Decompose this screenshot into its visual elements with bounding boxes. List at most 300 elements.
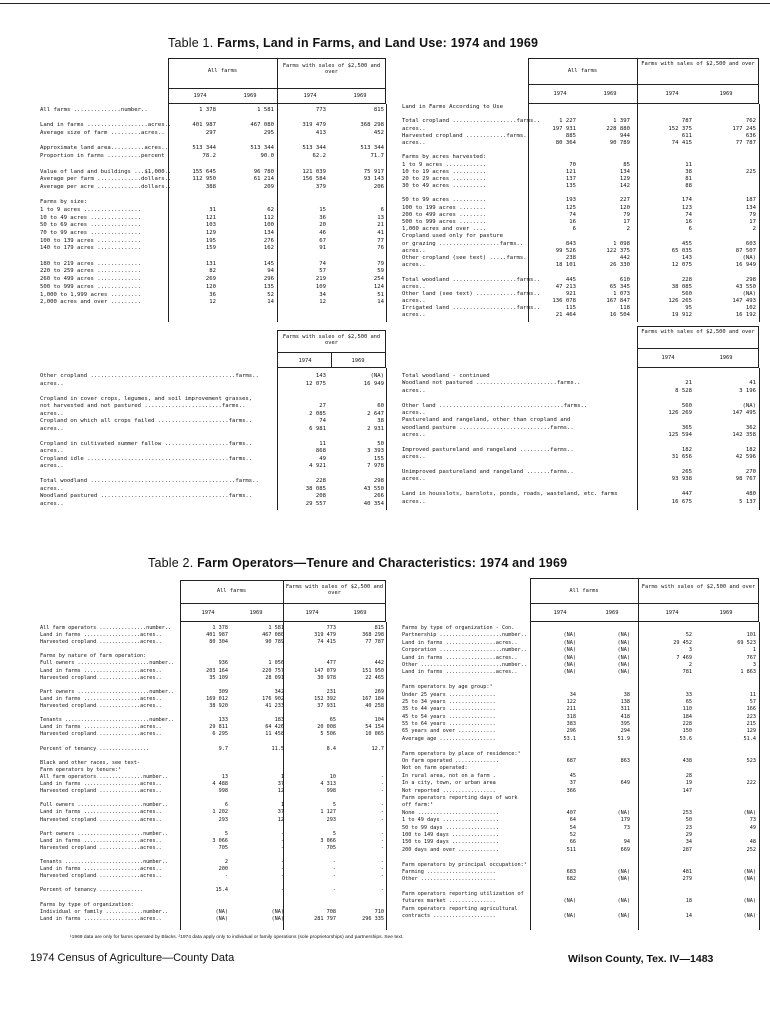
cell-value: 203 164 [206,667,228,674]
hdr-1974: 1974 [553,91,567,97]
row-label: 100 to 149 days ............... [402,831,499,838]
cell-value: 4 488 [212,781,228,788]
hdr-divider [283,580,284,622]
cell-value: 51 [377,291,384,298]
cell-value: 54 [569,824,576,831]
hdr-rule [530,603,759,604]
cell-value: 182 [681,446,692,453]
hdr-rule [168,88,386,89]
cell-value: 9.7 [218,745,228,752]
cell-value: 34 [685,839,692,846]
cell-value: - [380,816,384,823]
row-label: Farms by type of organization - Con. [402,625,515,631]
cell-value: 41 233 [265,703,284,710]
cell-value: 103 [205,222,216,229]
cell-value: 74 [685,211,692,218]
row-label: Land in farms ..................acres.. [40,809,162,816]
row-label: Harvested cropland .............acres.. [40,703,162,710]
cell-value: 319 479 [302,122,326,129]
cell-value: 129 [619,175,630,182]
hdr-1974: 1974 [303,93,317,99]
cell-value: (NA) [563,654,576,661]
cell-value: 147 493 [732,298,756,305]
cell-value: 442 [374,660,384,667]
cell-value: 511 [566,846,576,853]
hdr-1969: 1969 [353,610,367,616]
row-label: 25 to 34 years ............... [402,698,496,705]
cell-value: 252 [746,846,756,853]
cell-value: 1 397 [613,118,630,125]
cell-value: 311 [620,706,630,713]
table-row [40,300,385,308]
row-label: acres.. [40,463,64,469]
cell-value: 219 [315,276,326,283]
row-label: Full owners .......................number.. [40,660,175,667]
cell-value: 21 464 [555,312,576,319]
cell-value: - [332,873,336,880]
cell-value: 45 [569,772,576,779]
cell-value: 12 [209,299,216,306]
cell-value: 87 507 [735,247,756,254]
cell-value: 265 [681,469,692,476]
row-label: On farm operated .............. [402,758,499,765]
table-row [402,737,760,744]
cell-value: - [280,887,284,894]
cell-value: 16 [569,219,576,225]
cell-value: 11 [319,440,326,447]
cell-value: 176 902 [262,695,284,702]
cell-value: - [380,844,384,851]
row-label: Part owners .....................number.. [40,830,169,837]
cell-value: 152 392 [314,695,336,702]
cell-value: 65 [685,698,692,705]
cell-value: 47 213 [555,283,576,290]
table-row [40,193,385,201]
cell-value: 150 [682,728,692,735]
cell-value: 61 214 [253,176,274,183]
cell-value: 142 358 [732,432,756,439]
cell-value: 100 [263,222,274,229]
cell-value: 156 584 [302,176,326,183]
row-label: 140 to 179 acres ............. [40,245,142,252]
cell-value: 93 938 [671,476,692,483]
cell-value: 38 085 [671,283,692,290]
cell-value: 80 304 [209,639,228,646]
cell-value: 21 [377,222,384,229]
cell-value: 182 [745,446,756,453]
row-label: Percent of tenancy .............. [40,887,144,894]
row-label: 150 to 199 days ............... [402,839,499,846]
cell-value: 6 [380,206,384,213]
cell-value: 112 950 [192,176,216,183]
cell-value: 383 [566,721,576,728]
row-label: acres.. [402,247,426,254]
cell-value: 14 [377,299,384,306]
cell-value: 452 [373,130,384,137]
cell-value: 228 880 [606,125,630,132]
row-label: Percent of tenancy ................ [40,745,150,752]
cell-value: 379 [315,183,326,190]
row-label: Land in farms ..................acres.. [40,122,172,129]
row-label: 1,000 to 1,999 acres ......... [40,291,142,298]
cell-value: (NA) [617,913,630,920]
cell-value: 22 465 [365,674,384,681]
table-row [40,502,385,510]
row-label: Cropland used only for pasture [402,233,504,240]
cell-value: 77 [377,237,384,244]
row-label: 200 days and over ............. [402,846,499,853]
cell-value: 269 [374,688,384,695]
hdr-1969: 1969 [603,91,617,97]
cell-value: 109 [315,283,326,290]
cell-value: 187 [745,197,756,204]
table-row [402,470,760,477]
row-label: Full owners .....................number.. [40,802,169,809]
row-label: Other cropland ...........................................farms.. [40,373,259,379]
cell-value: 174 [681,197,692,204]
cell-value: 38 [685,168,692,175]
cell-value: 13 [377,214,384,221]
cell-value: 90.0 [260,153,274,160]
table-row [40,888,386,895]
cell-value: 944 [619,132,630,139]
cell-value: 73 [749,817,756,824]
cell-value: 73 [623,824,630,831]
cell-value: 184 [682,713,692,720]
cell-value: 442 [619,254,630,261]
hdr-1974: 1974 [661,355,675,361]
cell-value: - [380,859,384,866]
cell-value: 270 [745,469,756,476]
cell-value: 193 [565,197,576,204]
row-label: acres.. [402,298,426,305]
table-row [40,427,385,435]
cell-value: 17 [749,219,756,225]
row-label: Under 25 years ............... [402,691,496,698]
cell-value: 2 [752,226,756,233]
cell-value: 13 [221,773,228,780]
cell-value: 104 [374,717,384,724]
cell-value: 3 066 [320,837,336,844]
table-row [402,381,760,388]
cell-value: 208 [315,493,326,499]
table-row [402,914,760,921]
cell-value: 30 978 [317,674,336,681]
cell-value: 23 [685,824,692,831]
cell-value: 134 [263,230,274,236]
table-row [402,455,760,462]
cell-value: 152 375 [668,125,692,132]
cell-value: - [380,866,384,873]
cell-value: 708 [326,908,336,915]
table-row [402,877,760,884]
cell-value: 125 594 [668,432,692,439]
cell-value: 135 [263,283,274,290]
cell-value: 121 [565,168,576,175]
row-label: Total woodland ...........................................farms.. [40,478,259,484]
cell-value: 296 [566,728,576,735]
table-row [40,442,385,450]
cell-value: 225 [745,168,756,175]
cell-value: 138 [620,698,630,705]
cell-value: 513 344 [250,145,274,152]
row-label: off farm:¹ [402,802,434,809]
row-label: acres.. [402,283,426,290]
cell-value: 71.7 [370,153,384,160]
row-label: Land in farms ..................acres.. [40,866,162,873]
row-label: Farm operators by age group:¹ [402,684,493,691]
hdr-1969: 1969 [719,610,733,616]
row-label: acres.. [402,125,426,132]
table-row [40,382,385,390]
cell-value: 2 085 [309,410,326,417]
cell-value: (NA) [563,669,576,676]
cell-value: 26 330 [609,262,630,269]
table-row [402,242,760,249]
cell-value: 155 645 [192,168,216,175]
hdr-all-farms: All farms [569,588,599,594]
cell-value: 38 920 [209,703,228,710]
cell-value: 37 [277,809,284,816]
row-label: Part owners .......................number.. [40,688,175,695]
row-label: Farms by size: [40,199,88,206]
row-label: 30 to 49 acres .......... [402,183,487,190]
row-label: Farm operators by tenure:¹ [40,766,122,773]
row-label: All farm operators ..............number.. [40,773,169,780]
hdr-1974: 1974 [553,610,567,616]
row-label: Farm operators reporting agricultural [402,905,518,912]
cell-value: 43 550 [363,485,384,492]
cell-value: 69 523 [737,639,756,646]
cell-value: 669 [620,846,630,853]
cell-value: 135 [565,183,576,190]
cell-value: 4 313 [320,781,336,788]
cell-value: 60 [377,403,384,409]
cell-value: 407 [566,809,576,816]
cell-value: 29 557 [305,500,326,507]
hdr-1969: 1969 [243,93,257,99]
table1-right-rows [402,105,760,321]
cell-value: 18 [685,898,692,905]
cell-value: (NA) [563,639,576,646]
row-label: 260 to 499 acres ............. [40,276,142,283]
cell-value: 1 098 [613,240,630,247]
cell-value: 209 [263,183,274,190]
table-row [402,141,760,148]
cell-value: 52 [569,831,576,838]
cell-value: 85 [623,161,630,168]
row-label: Land in farms ..................acres.. [40,915,162,922]
cell-value: 166 [746,706,756,713]
row-label: Farm operators by place of residence:¹ [402,750,521,757]
footer-publication: 1974 Census of Agriculture—County Data [30,952,235,964]
cell-value: 936 [218,660,228,667]
row-label: acres.. [402,498,426,505]
table-row [402,796,760,803]
cell-value: 868 [315,448,326,454]
cell-value: 368 298 [362,632,384,639]
cell-value: 3 [688,647,692,654]
cell-value: (NA) [617,661,630,668]
cell-value: 603 [745,240,756,247]
table-row [402,256,760,263]
cell-value: 11 458 [265,731,284,738]
row-label: acres.. [402,262,426,269]
table2-title-years: 1974 and 1969 [479,556,568,570]
cell-value: 3 196 [739,387,756,394]
cell-value: 64 [569,817,576,824]
cell-value: 37 931 [317,703,336,710]
cell-value: 147 [682,787,692,794]
cell-value: 19 [685,780,692,787]
cell-value: 53.1 [563,735,576,742]
cell-value: 781 [682,669,692,676]
row-label: Not reported ................. [402,787,496,794]
table-row [40,494,385,502]
hdr-all-farms: All farms [216,588,247,594]
row-label: Pastureland and rangeland, other than cropland and [402,417,571,424]
cell-value: 413 [315,130,326,137]
cell-value: 1 073 [613,290,630,297]
row-label: acres.. [40,380,64,387]
hdr-rule [637,348,759,349]
cell-value: 481 [682,868,692,875]
table1-lower-right-rows [402,374,760,507]
cell-value: 28 091 [265,674,284,681]
cell-value: 710 [374,908,384,915]
cell-value: 94 [267,268,274,275]
row-label: 1 to 49 days .................. [402,817,499,824]
cell-value: (NA) [563,661,576,668]
row-label: 500 to 999 acres ............. [40,283,142,290]
cell-value: 366 [566,787,576,794]
row-label: 65 years and over ............ [402,728,496,735]
table-row [402,184,760,191]
cell-value: 477 [326,660,336,667]
cell-value: - [280,866,284,873]
row-label: Farms by type of organization: [40,901,134,908]
table-row [402,848,760,855]
cell-value: 773 [326,625,336,631]
row-label: acres.. [402,387,426,394]
cell-value: 151 950 [362,667,384,674]
row-label: acres.. [402,432,426,439]
cell-value: 319 479 [314,632,336,639]
cell-value: 318 [566,713,576,720]
cell-value: - [280,830,284,837]
cell-value: 227 [619,197,630,204]
cell-value: 523 [746,758,756,765]
table-row [402,292,760,299]
cell-value: (NA) [617,898,630,905]
row-label: Unimproved pastureland and rangeland .......farms.. [402,469,574,476]
row-label: In rural area, not on a farm . [402,772,496,779]
row-label: Cropland on which all crops failed .....................farms.. [40,418,253,424]
cell-value: 38 [623,691,630,698]
cell-value: (NA) [563,913,576,920]
cell-value: 177 245 [732,125,756,132]
cell-value: (NA) [563,632,576,639]
cell-value: 279 [682,876,692,883]
cell-value: 65 [329,717,336,724]
cell-value: - [224,873,228,880]
table-row [40,818,386,825]
table-row [40,154,385,162]
cell-value: 200 [218,866,228,873]
cell-value: 5 137 [739,498,756,505]
row-label: Cropland idle ..........................................farms.. [40,455,253,462]
cell-value: 1 127 [320,809,336,816]
row-label: Average per farm .............dollars.. [40,176,172,183]
row-label: Not on farm operated: [402,765,468,772]
row-label: Land in farms ..................acres.. [40,667,162,674]
cell-value: (NA) [271,908,284,915]
cell-value: 418 [620,713,630,720]
hdr-1969: 1969 [249,610,263,616]
cell-value: 41 [377,230,384,236]
hdr-sales: Farms with sales of $2,500 and over [282,63,381,76]
cell-value: 843 [565,240,576,247]
cell-value: 309 [218,688,228,695]
row-label: contracts .................... [402,913,496,920]
table-row [40,917,386,924]
col-rule [386,104,387,322]
table-row [40,185,385,193]
cell-value: 1 581 [257,107,274,113]
cell-value: 53.6 [679,735,692,742]
row-label: 10 to 49 acres ............... [40,214,142,221]
table-row [40,732,386,739]
cell-value: 1 056 [268,660,284,667]
cell-value: 40 354 [363,500,384,507]
cell-value: 1 227 [559,118,576,125]
cell-value: 11.5 [271,745,284,752]
row-label: acres.. [402,454,426,461]
cell-value: (NA) [617,654,630,661]
cell-value: 54 154 [365,724,384,731]
cell-value: 228 [315,478,326,484]
table-row [402,477,760,484]
hdr-divider [277,58,278,104]
cell-value: 80 364 [555,139,576,146]
row-label: Total cropland ...................farms.. [402,118,541,125]
cell-value: 125 [565,204,576,211]
cell-value: 65 035 [671,247,692,254]
row-label: Partnership ....................number.. [402,632,527,639]
cell-value: 38 [377,418,384,424]
table-row [402,500,760,507]
cell-value: 66 [569,839,576,846]
cell-value: 1 581 [268,625,284,631]
row-label: Proportion in farms ..........percent [40,153,165,160]
cell-value: 2 [626,226,630,233]
cell-value: (NA) [742,402,756,409]
row-label: acres.. [40,448,64,454]
cell-value: 169 012 [206,695,228,702]
cell-value: 1 378 [212,625,228,631]
cell-value: 1 378 [199,107,216,113]
cell-value: 2 [224,859,228,866]
cell-value: 6 981 [309,425,326,432]
cell-value: 269 [205,276,216,283]
hdr-1969: 1969 [351,358,365,364]
hdr-divider [638,578,639,622]
cell-value: 76 [377,245,384,252]
cell-value: 683 [566,868,576,875]
cell-value: 64 426 [265,724,284,731]
row-label: None .......................... [402,809,499,816]
cell-value: 1 202 [212,809,228,816]
